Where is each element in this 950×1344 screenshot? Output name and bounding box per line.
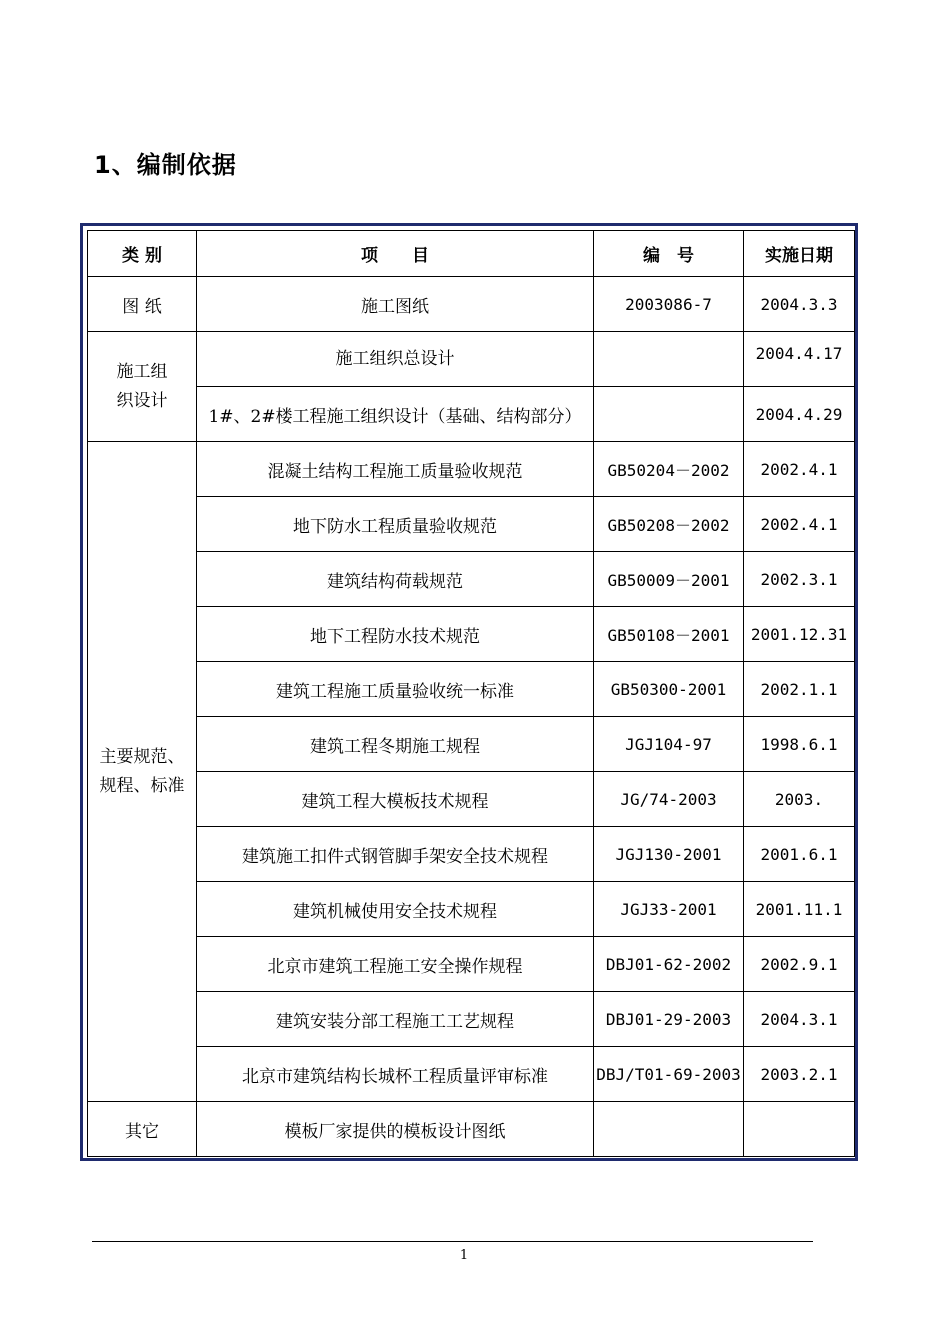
item-cell: 建筑安装分部工程施工工艺规程 <box>197 992 594 1047</box>
date-cell: 2002.3.1 <box>744 552 855 607</box>
header-code: 编 号 <box>594 231 744 277</box>
code-cell: JGJ130-2001 <box>594 827 744 882</box>
table-row <box>88 552 855 607</box>
page-number: 1 <box>459 1248 469 1263</box>
table-row <box>88 662 855 717</box>
header-row <box>88 231 855 277</box>
code-cell: GB50108－2001 <box>594 607 744 662</box>
footer-divider <box>92 1241 813 1242</box>
code-cell: DBJ01-29-2003 <box>594 992 744 1047</box>
item-cell: 地下工程防水技术规范 <box>197 607 594 662</box>
date-cell: 1998.6.1 <box>744 717 855 772</box>
code-cell: JG/74-2003 <box>594 772 744 827</box>
table-row <box>88 1102 855 1157</box>
date-cell: 2004.4.29 <box>744 387 855 442</box>
date-cell: 2003. <box>744 772 855 827</box>
table-row <box>88 1047 855 1102</box>
code-cell: 2003086-7 <box>594 277 744 332</box>
item-cell: 建筑工程冬期施工规程 <box>197 717 594 772</box>
category-cell-org: 施工组 织设计 <box>88 332 197 442</box>
code-cell: DBJ/T01-69-2003 <box>594 1047 744 1102</box>
item-cell: 建筑工程施工质量验收统一标准 <box>197 662 594 717</box>
category-cell-specs: 主要规范、 规程、标准 <box>88 442 197 1102</box>
code-cell: JGJ104-97 <box>594 717 744 772</box>
date-cell: 2002.4.1 <box>744 442 855 497</box>
item-cell: 北京市建筑工程施工安全操作规程 <box>197 937 594 992</box>
item-cell: 建筑工程大模板技术规程 <box>197 772 594 827</box>
item-cell: 地下防水工程质量验收规范 <box>197 497 594 552</box>
code-cell <box>594 332 744 387</box>
date-cell: 2002.9.1 <box>744 937 855 992</box>
item-cell: 模板厂家提供的模板设计图纸 <box>197 1102 594 1157</box>
category-cell: 其它 <box>88 1102 197 1157</box>
section-heading: 1、编制依据 <box>94 151 237 179</box>
code-cell: GB50300-2001 <box>594 662 744 717</box>
table-row <box>88 387 855 442</box>
date-cell: 2003.2.1 <box>744 1047 855 1102</box>
header-date: 实施日期 <box>744 231 855 277</box>
header-category: 类 别 <box>88 231 197 277</box>
date-cell: 2001.6.1 <box>744 827 855 882</box>
basis-table <box>87 230 855 1157</box>
date-cell: 2001.11.1 <box>744 882 855 937</box>
table-row <box>88 497 855 552</box>
date-cell: 2004.3.1 <box>744 992 855 1047</box>
table-row <box>88 717 855 772</box>
table-row <box>88 442 855 497</box>
code-cell: GB50208－2002 <box>594 497 744 552</box>
item-cell: 建筑结构荷载规范 <box>197 552 594 607</box>
code-cell: GB50204－2002 <box>594 442 744 497</box>
item-cell: 施工图纸 <box>197 277 594 332</box>
table-row <box>88 277 855 332</box>
header-item: 项 目 <box>197 231 594 277</box>
table-row <box>88 882 855 937</box>
item-cell: 1#、2#楼工程施工组织设计（基础、结构部分） <box>197 387 594 442</box>
date-cell <box>744 1102 855 1157</box>
date-cell: 2001.12.31 <box>744 607 855 662</box>
item-cell: 施工组织总设计 <box>197 332 594 387</box>
table-row <box>88 827 855 882</box>
table-row <box>88 992 855 1047</box>
code-cell: DBJ01-62-2002 <box>594 937 744 992</box>
date-cell: 2004.4.17 <box>744 332 855 387</box>
item-cell: 建筑施工扣件式钢管脚手架安全技术规程 <box>197 827 594 882</box>
item-cell: 北京市建筑结构长城杯工程质量评审标准 <box>197 1047 594 1102</box>
date-cell: 2002.4.1 <box>744 497 855 552</box>
code-cell: GB50009－2001 <box>594 552 744 607</box>
table-row <box>88 937 855 992</box>
code-cell <box>594 1102 744 1157</box>
category-cell: 图 纸 <box>88 277 197 332</box>
basis-table-frame <box>80 223 858 1161</box>
item-cell: 建筑机械使用安全技术规程 <box>197 882 594 937</box>
code-cell <box>594 387 744 442</box>
date-cell: 2002.1.1 <box>744 662 855 717</box>
table-row <box>88 607 855 662</box>
code-cell: JGJ33-2001 <box>594 882 744 937</box>
item-cell: 混凝土结构工程施工质量验收规范 <box>197 442 594 497</box>
table-row <box>88 772 855 827</box>
date-cell: 2004.3.3 <box>744 277 855 332</box>
table-row <box>88 332 855 387</box>
